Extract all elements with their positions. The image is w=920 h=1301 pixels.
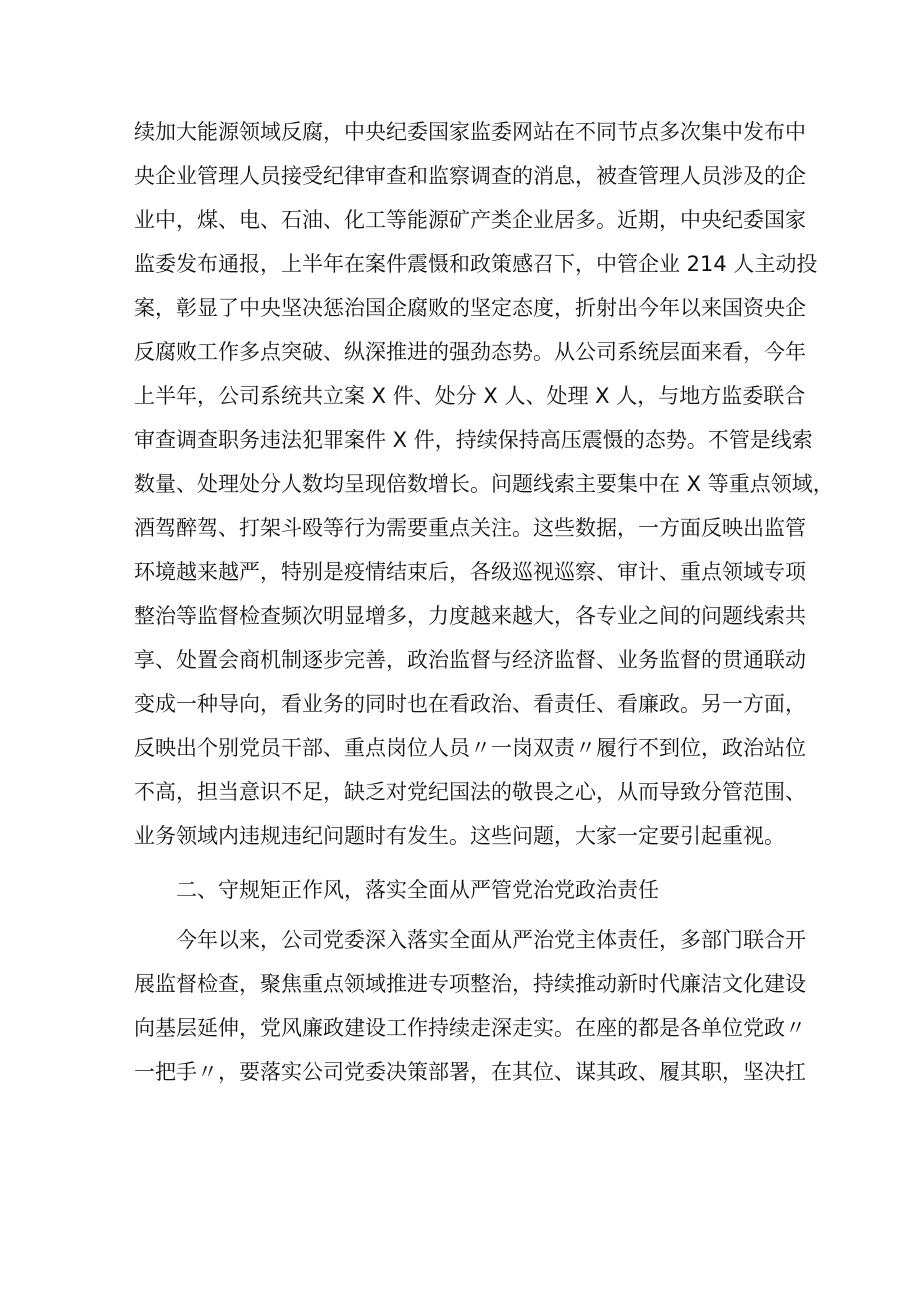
body-text-line: 业中，煤、电、石油、化工等能源矿产类企业居多。近期，中央纪委国家 <box>134 208 806 232</box>
body-text-line: 上半年，公司系统共立案 X 件、处分 X 人、处理 X 人，与地方监委联合 <box>134 384 806 408</box>
body-text-line: 案，彰显了中央坚决惩治国企腐败的坚定态度，折射出今年以来国资央企 <box>134 296 806 320</box>
body-text-line: 享、处置会商机制逐步完善，政治监督与经济监督、业务监督的贯通联动 <box>134 648 806 672</box>
body-text-line: 一把手〃，要落实公司党委决策部署，在其位、谋其政、履其职，坚决扛 <box>134 1060 806 1084</box>
body-text-line: 今年以来，公司党委深入落实全面从严治党主体责任，多部门联合开 <box>176 928 806 952</box>
body-text-line: 整治等监督检查频次明显增多，力度越来越大，各专业之间的问题线索共 <box>134 604 806 628</box>
body-text-line: 酒驾醉驾、打架斗殴等行为需要重点关注。这些数据，一方面反映出监管 <box>134 516 806 540</box>
body-text-line: 监委发布通报，上半年在案件震慑和政策感召下，中管企业 214 人主动投 <box>134 252 818 276</box>
body-text-line: 环境越来越严，特别是疫情结束后，各级巡视巡察、审计、重点领域专项 <box>134 560 806 584</box>
body-text-line: 向基层延伸，党风廉政建设工作持续走深走实。在座的都是各单位党政〃 <box>134 1016 806 1040</box>
body-text-line: 续加大能源领域反腐，中央纪委国家监委网站在不同节点多次集中发布中 <box>134 120 806 144</box>
body-text-line: 审查调查职务违法犯罪案件 X 件，持续保持高压震慑的态势。不管是线索 <box>134 428 813 452</box>
body-text-line: 数量、处理处分人数均呈现倍数增长。问题线索主要集中在 X 等重点领域， <box>134 472 834 496</box>
section-heading: 二、守规矩正作风，落实全面从严管党治党政治责任 <box>176 878 659 902</box>
body-text-line: 不高，担当意识不足，缺乏对党纪国法的敬畏之心，从而导致分管范围、 <box>134 780 806 804</box>
body-text-line: 变成一种导向，看业务的同时也在看政治、看责任、看廉政。另一方面， <box>134 692 806 716</box>
body-text-line: 反腐败工作多点突破、纵深推进的强劲态势。从公司系统层面来看，今年 <box>134 340 806 364</box>
body-text-line: 业务领域内违规违纪问题时有发生。这些问题，大家一定要引起重视。 <box>134 824 785 848</box>
body-text-line: 展监督检查，聚焦重点领域推进专项整治，持续推动新时代廉洁文化建设 <box>134 972 806 996</box>
body-text-line: 反映出个别党员干部、重点岗位人员〃一岗双责〃履行不到位，政治站位 <box>134 736 806 760</box>
body-text-line: 央企业管理人员接受纪律审查和监察调查的消息，被查管理人员涉及的企 <box>134 164 806 188</box>
